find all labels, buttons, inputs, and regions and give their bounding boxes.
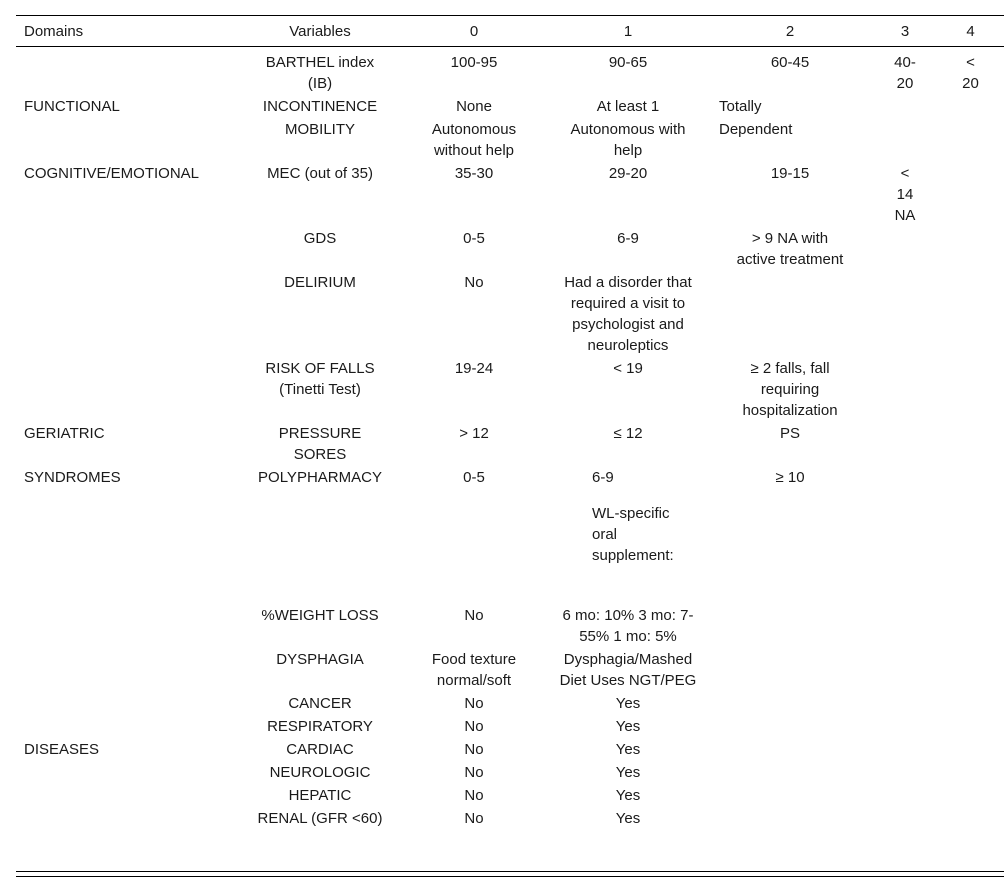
score-3-cell [873,604,937,648]
score-2-cell [707,648,873,692]
score-2-cell: ≥ 10 [775,469,805,486]
variable-cell: POLYPHARMACY [258,469,382,486]
header-score-2: 2 [785,22,795,40]
score-4-cell [937,738,1004,761]
table-row [16,715,1004,738]
variable-cell: HEPATIC [288,787,352,804]
table-row [16,118,1004,162]
domain-cell [16,715,241,738]
score-0-cell: Food texture normal/soft [431,651,517,689]
table-row [16,738,1004,761]
score-2-cell: > 9 NA with active treatment [736,230,844,268]
variable-cell: CARDIAC [286,741,354,758]
score-0-cell: 0-5 [463,469,485,486]
table-body [16,47,1004,832]
score-1-cell: 29-20 [608,165,648,182]
score-2-cell: 60-45 [770,54,810,71]
score-0-cell [399,489,549,604]
table-row [16,162,1004,227]
score-1-cell: 6 mo: 10% 3 mo: 7-55% 1 mo: 5% [562,607,694,645]
score-1-cell: Yes [615,741,641,758]
score-4-cell: < 20 [962,54,979,92]
score-3-cell [873,738,937,761]
score-1-cell: 6-9 [592,469,614,486]
table-header [16,16,1004,47]
score-2-cell [707,807,873,831]
score-1-cell: Yes [615,718,641,735]
table-row [16,95,1004,118]
score-2-cell: 19-15 [770,165,810,182]
header-score-1: 1 [623,22,633,40]
score-2-cell [707,489,873,604]
score-4-cell [937,715,1004,738]
header-score-4: 4 [966,22,975,40]
domain-cell [16,784,241,807]
domain-cell [16,227,241,271]
score-4-cell [937,489,1004,604]
score-1-cell: < 19 [613,360,643,377]
domain-cell [16,761,241,784]
score-3-cell [873,118,937,162]
variable-cell: RESPIRATORY [267,718,373,735]
table-row [16,692,1004,715]
score-4-cell [937,604,1004,648]
score-1-cell: ≤ 12 [613,425,643,442]
variable-cell [241,489,399,604]
score-4-cell [937,784,1004,807]
variable-cell: GDS [303,230,337,247]
score-1-cell: Yes [615,810,641,827]
score-1-cell: Yes [615,787,641,804]
score-2-cell [707,692,873,715]
score-0-cell: Autonomous without help [431,121,517,159]
score-2-cell [707,738,873,761]
table-row [16,47,1004,96]
score-4-cell [937,761,1004,784]
score-4-cell [937,271,1004,357]
table-row [16,604,1004,648]
table-row [16,761,1004,784]
table-row [16,357,1004,422]
score-2-cell: Dependent [719,121,793,138]
score-4-cell [937,95,1004,118]
score-3-cell [873,95,937,118]
score-3-cell [873,692,937,715]
score-2-cell [707,784,873,807]
domain-cell [16,604,241,648]
score-4-cell [937,227,1004,271]
score-3-cell [873,422,937,466]
score-1-cell: At least 1 [596,98,660,115]
score-3-cell: < 14 NA [894,165,916,224]
score-4-cell [937,422,1004,466]
score-0-cell: No [464,607,484,624]
score-0-cell: No [464,274,484,291]
domain-cell: SYNDROMES [24,469,121,486]
header-score-0: 0 [469,22,479,40]
score-2-cell [707,761,873,784]
variable-cell: RENAL (GFR <60) [257,810,383,827]
score-0-cell: None [456,98,492,115]
variable-cell: MEC (out of 35) [267,165,373,182]
score-2-cell [707,271,873,357]
score-1-cell: Had a disorder that required a visit to psychologist and neuroleptics [564,274,692,354]
table-row [16,466,1004,489]
score-0-cell: > 12 [459,425,489,442]
table-row [16,271,1004,357]
score-2-cell [707,715,873,738]
score-1-cell: 6-9 [617,230,639,247]
score-3-cell [873,271,937,357]
variable-cell: PRESSURE SORES [278,425,362,463]
score-2-cell: PS [779,425,800,442]
domain-cell: DISEASES [24,741,100,758]
domain-cell [16,47,241,96]
score-0-cell: No [464,764,484,781]
score-0-cell: No [464,695,484,712]
score-3-cell [873,489,937,604]
score-4-cell [937,648,1004,692]
domain-cell [16,692,241,715]
score-3-cell [873,715,937,738]
variable-cell: DELIRIUM [284,274,356,291]
score-1-cell: WL-specific oral supplement: [592,505,674,564]
score-0-cell: 0-5 [463,230,485,247]
variable-cell: NEUROLOGIC [269,764,371,781]
score-3-cell [873,784,937,807]
score-4-cell [937,807,1004,831]
score-0-cell: 19-24 [454,360,494,377]
table-row [16,648,1004,692]
score-4-cell [937,118,1004,162]
score-1-cell: Autonomous with help [570,121,686,159]
domain-cell: COGNITIVE/EMOTIONAL [24,165,200,182]
score-3-cell [873,357,937,422]
score-0-cell: 100-95 [450,54,498,71]
domain-cell [16,648,241,692]
score-3-cell [873,466,937,489]
domain-cell [16,807,241,831]
score-4-cell [937,466,1004,489]
header-row [16,16,1004,47]
table-bottom-double-rule [16,871,1004,877]
score-0-cell: 35-30 [454,165,494,182]
variable-cell: DYSPHAGIA [276,651,364,668]
assessment-table-container [16,15,1004,831]
domain-cell [16,118,241,162]
score-1-cell: Dysphagia/Mashed Diet Uses NGT/PEG [559,651,697,689]
table-row [16,422,1004,466]
score-3-cell: 40-20 [894,54,916,92]
score-0-cell: No [464,741,484,758]
score-4-cell [937,162,1004,227]
variable-cell: MOBILITY [284,121,355,138]
domain-cell: FUNCTIONAL [24,98,120,115]
domain-cell [16,489,241,604]
header-variables: Variables [289,22,351,40]
score-0-cell: No [464,810,484,827]
score-4-cell [937,357,1004,422]
score-2-cell: ≥ 2 falls, fall requiring hospitalization [742,360,838,419]
score-3-cell [873,761,937,784]
score-2-cell [707,604,873,648]
domain-cell [16,271,241,357]
score-2-cell: Totally [719,98,762,115]
score-4-cell [937,692,1004,715]
domain-cell: GERIATRIC [24,425,105,442]
score-3-cell [873,648,937,692]
variable-cell: %WEIGHT LOSS [261,607,379,624]
geriatric-assessment-table [16,15,1004,831]
header-domains: Domains [24,22,84,40]
table-row [16,227,1004,271]
score-3-cell [873,807,937,831]
variable-cell: RISK OF FALLS (Tinetti Test) [265,360,375,398]
variable-cell: INCONTINENCE [262,98,378,115]
score-0-cell: No [464,718,484,735]
variable-cell: CANCER [288,695,352,712]
variable-cell: BARTHEL index (IB) [265,54,375,92]
table-row [16,807,1004,831]
score-1-cell: Yes [615,764,641,781]
domain-cell [16,357,241,422]
header-score-3: 3 [900,22,910,40]
score-1-cell: Yes [615,695,641,712]
score-3-cell [873,227,937,271]
table-row [16,489,1004,604]
score-1-cell: 90-65 [608,54,648,71]
score-0-cell: No [464,787,484,804]
table-row [16,784,1004,807]
